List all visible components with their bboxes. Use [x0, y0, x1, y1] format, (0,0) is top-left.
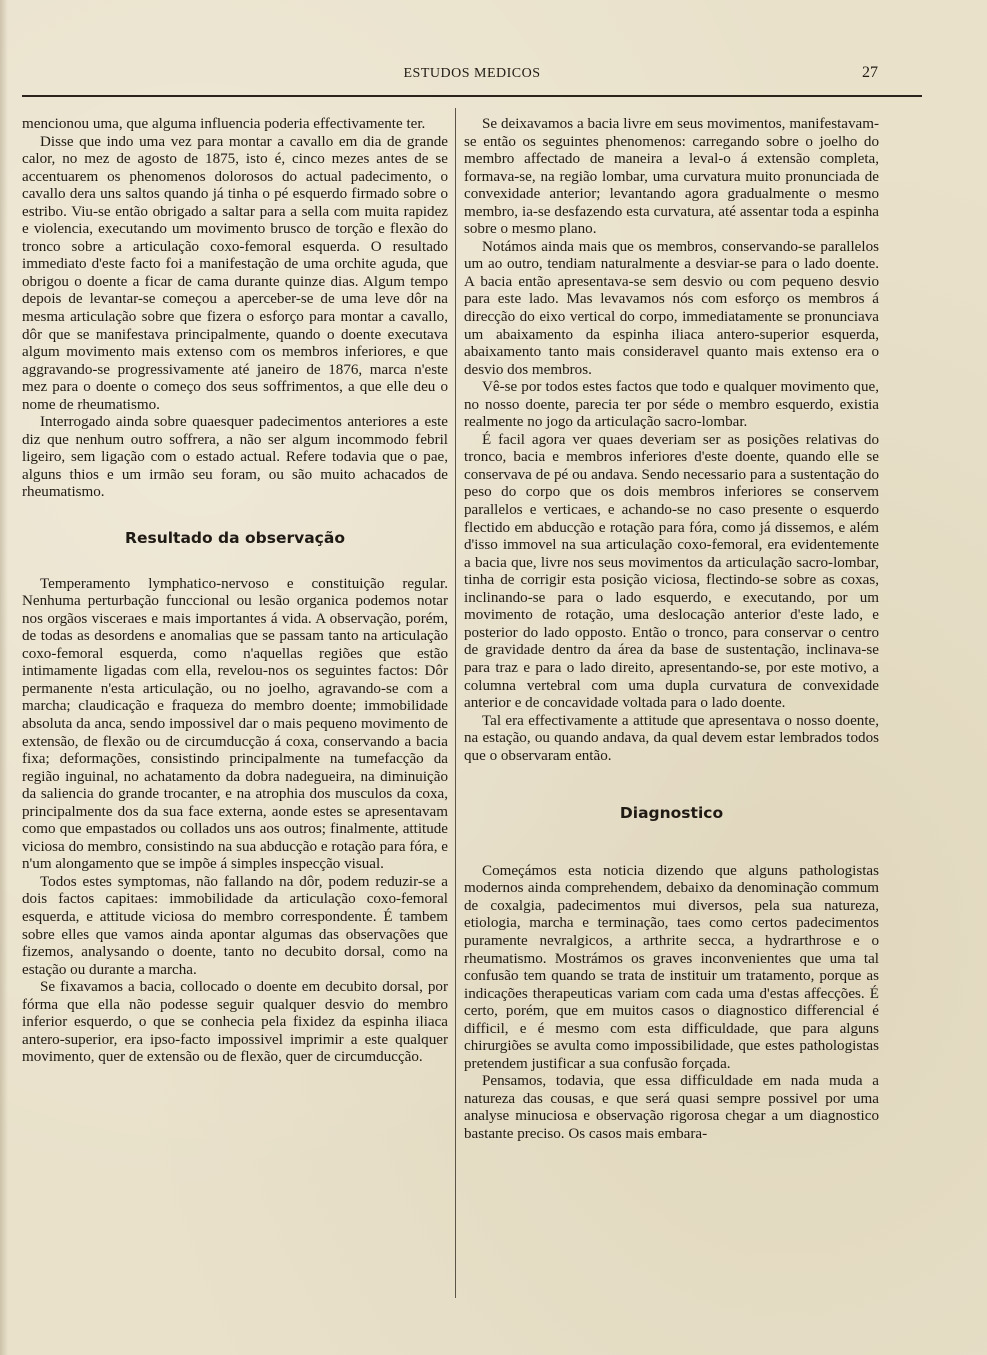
header-rule — [22, 95, 922, 97]
left-column — [22, 116, 448, 1067]
paragraph: Notámos ainda mais que os membros, conservando-se parallelos um ao outro, tendiam naturalmente a desviar-se para o lado doente. A bacia então apresentava-se sem desvio ou com pequeno desvio para este lado. Mas levavamos nós com esforço os membros á direcção do eixo vertical do corpo, immediatamente se pronunciava um abaixamento da espinha iliaca antero-superior esquerda, abaixamento tanto mais consideravel quanto mais extenso era o desvio dos membros. — [464, 238, 879, 378]
page-number: 27 — [862, 64, 878, 81]
paragraph: Vê-se por todos estes factos que todo e qualquer movimento que, no nosso doente, parecia ter por séde o membro esquerdo, existia realmente no jogo da articulação sacro-lombar. — [464, 379, 879, 431]
section-heading-diagnostico: Diagnostico — [619, 804, 724, 823]
column-rule — [455, 108, 456, 1298]
running-header — [22, 62, 922, 92]
paragraph: Se fixavamos a bacia, collocado o doente em decubito dorsal, por fórma que ella não podesse seguir qualquer desvio do membro inferior esquerdo, o que se conhecia pela fixidez da espinha iliaca antero-superior, era ipso-facto impossivel imprimir a este qualquer movimento, quer de extensão ou de flexão, quer de circumducção. — [22, 979, 448, 1066]
right-column — [464, 116, 879, 1144]
paragraph: Tal era effectivamente a attitude que apresentava o nosso doente, na estação, ou quando andava, da qual devem estar lembrados todos que o observaram então. — [464, 712, 879, 764]
paragraph: Interrogado ainda sobre quaesquer padecimentos anteriores a este diz que nenhum outro soffrera, a não ser algum incommodo febril ligeiro, sem ligação com o estado actual. Refere todavia que o pae, alguns thios e um irmão seu foram, ou são muito achacados de rheumatismo. — [22, 414, 448, 501]
page-edge-shadow — [0, 0, 8, 1355]
paragraph: Começámos esta noticia dizendo que alguns pathologistas modernos ainda comprehendem, debaixo da denominação commum de coxalgia, padecimentos mui diversos, pela sua natureza, etiologia, marcha e terminação, taes como certos padecimentos puramente nevralgicos, a arthrite secca, a hydrarthrose e o rheumatismo. Mostrámos os graves inconvenientes que uma tal confusão tem quando se trata de instituir um tratamento, porque as indicações therapeuticas variam com cada uma d'estas affecções. É certo, porém, que em muitos casos o diagnostico differencial é difficil, e é mesmo com esta difficuldade, que para alguns chirurgiões se avulta como impossibilidade, que estes pathologistas pretendem justificar a sua confusão forçada. — [464, 862, 879, 1072]
paragraph: Disse que indo uma vez para montar a cavallo em dia de grande calor, no mez de agosto de 1875, isto é, cinco mezes antes de se accentuarem os phenomenos dolorosos do actual padecimento, o cavallo dera uns saltos quando já tinha o pé esquerdo firmado sobre o estribo. Viu-se então obrigado a saltar para a sella com muita rapidez e violencia, executando um movimento brusco de torção e flexão do tronco sobre a articulação coxo-femoral esquerda. O resultado immediato d'este facto foi a manifestação de uma orchite aguda, que obrigou o doente a ficar de cama durante quinze dias. Algum tempo depois de levantar-se começou a aperceber-se de uma leve dôr na mesma articulação sobre que fizera o esforço para montar a cavallo, dôr que se manifestava principalmente, quando o doente executava algum movimento mais extenso com os membros inferiores, e que aggravando-se progressivamente até janeiro de 1876, marca n'este mez para o doente o começo dos seus soffrimentos, a que elle deu o nome de rheumatismo. — [22, 133, 448, 413]
paragraph: Temperamento lymphatico-nervoso e constituição regular. Nenhuma perturbação funccional ou lesão organica podemos notar nos orgãos visceraes e mais importantes á vida. A observação, porém, de todas as desordens e anomalias que se passam tanto na articulação coxo-femoral esquerda, como n'aquellas regiões que estão intimamente ligadas com ella, revelou-nos os seguintes factos: Dôr permanente n'esta articulação, ou no joelho, agravando-se com a marcha; claudicação e fraqueza do membro doente; immobilidade absoluta da anca, sendo impossivel dar o mais pequeno movimento de extensão, de flexão ou de circumducção á coxa, conservando a bacia fixa; deformações, consistindo principalmente na tumefacção da região inguinal, no achatamento da dobra nadegueira, na diminuição da saliencia do grande trocanter, e na atrophia dos musculos da coxa, principalmente dos da sua face externa, aonde estes se apresentavam como que empastados ou collados uns aos outros; finalmente, attitude viciosa do membro, consistindo na sua abducção e rotação para fóra, e n'um alongamento que se impõe á simples inspecção visual. — [22, 575, 448, 873]
paragraph: Se deixavamos a bacia livre em seus movimentos, manifestavam-se então os seguintes phenomenos: carregando sobre o joelho do membro affectado de maneira a leval-o á extensão completa, formava-se, na região lombar, uma curvatura muito pronunciada de convexidade anterior; levantando agora gradualmente o mesmo membro, ia-se desfazendo esta curvatura, até assentar toda a espinha sobre o mesmo plano. — [464, 116, 879, 238]
paragraph: Todos estes symptomas, não fallando na dôr, podem reduzir-se a dois factos capitaes: immobilidade da articulação coxo-femoral esquerda, e attitude viciosa do membro correspondente. É tambem sobre elles que vamos ainda apontar algumas das observações que fizemos, analysando o doente, tanto no decubito dorsal, como na estação ou durante a marcha. — [22, 873, 448, 978]
paragraph: mencionou uma, que alguma influencia poderia effectivamente ter. — [22, 116, 426, 132]
paragraph: É facil agora ver quaes deveriam ser as posições relativas do tronco, bacia e membros inferiores d'este doente, quando elle se conservava de pé ou andava. Sendo necessario para a sustentação do peso do corpo que os dois membros inferiores se conservem parallelos e verticaes, e achando-se no caso presente o esquerdo flectido em abducção e rotação para fóra, como já dissemos, e além d'isso immovel na sua articulação coxo-femoral, era evidentemente a bacia que, livre nos seus movimentos da articulação sacro-lombar, tinha de corrigir esta posição viciosa, flectindo-se sobre as coxas, inclinando-se para o lado esquerdo, e executando, por um movimento de rotação, uma deslocação anterior d'este lado, e posterior do lado opposto. Então o tronco, para conservar o centro de gravidade dentro da área da base de sustentação, inclinava-se para traz e para o lado direito, apresentando-se, por este motivo, a columna vertebral com uma dupla curvatura de convexidade anterior e de concavidade voltada para o lado doente. — [464, 431, 879, 712]
section-heading-resultado: Resultado da observação — [125, 529, 345, 548]
running-title: ESTUDOS MEDICOS — [403, 66, 541, 81]
paragraph: Pensamos, todavia, que essa difficuldade em nada muda a natureza das cousas, e que será quasi sempre possivel por uma analyse minuciosa e observação rigorosa chegar a um diagnostico bastante preciso. Os casos mais embara- — [464, 1073, 879, 1142]
